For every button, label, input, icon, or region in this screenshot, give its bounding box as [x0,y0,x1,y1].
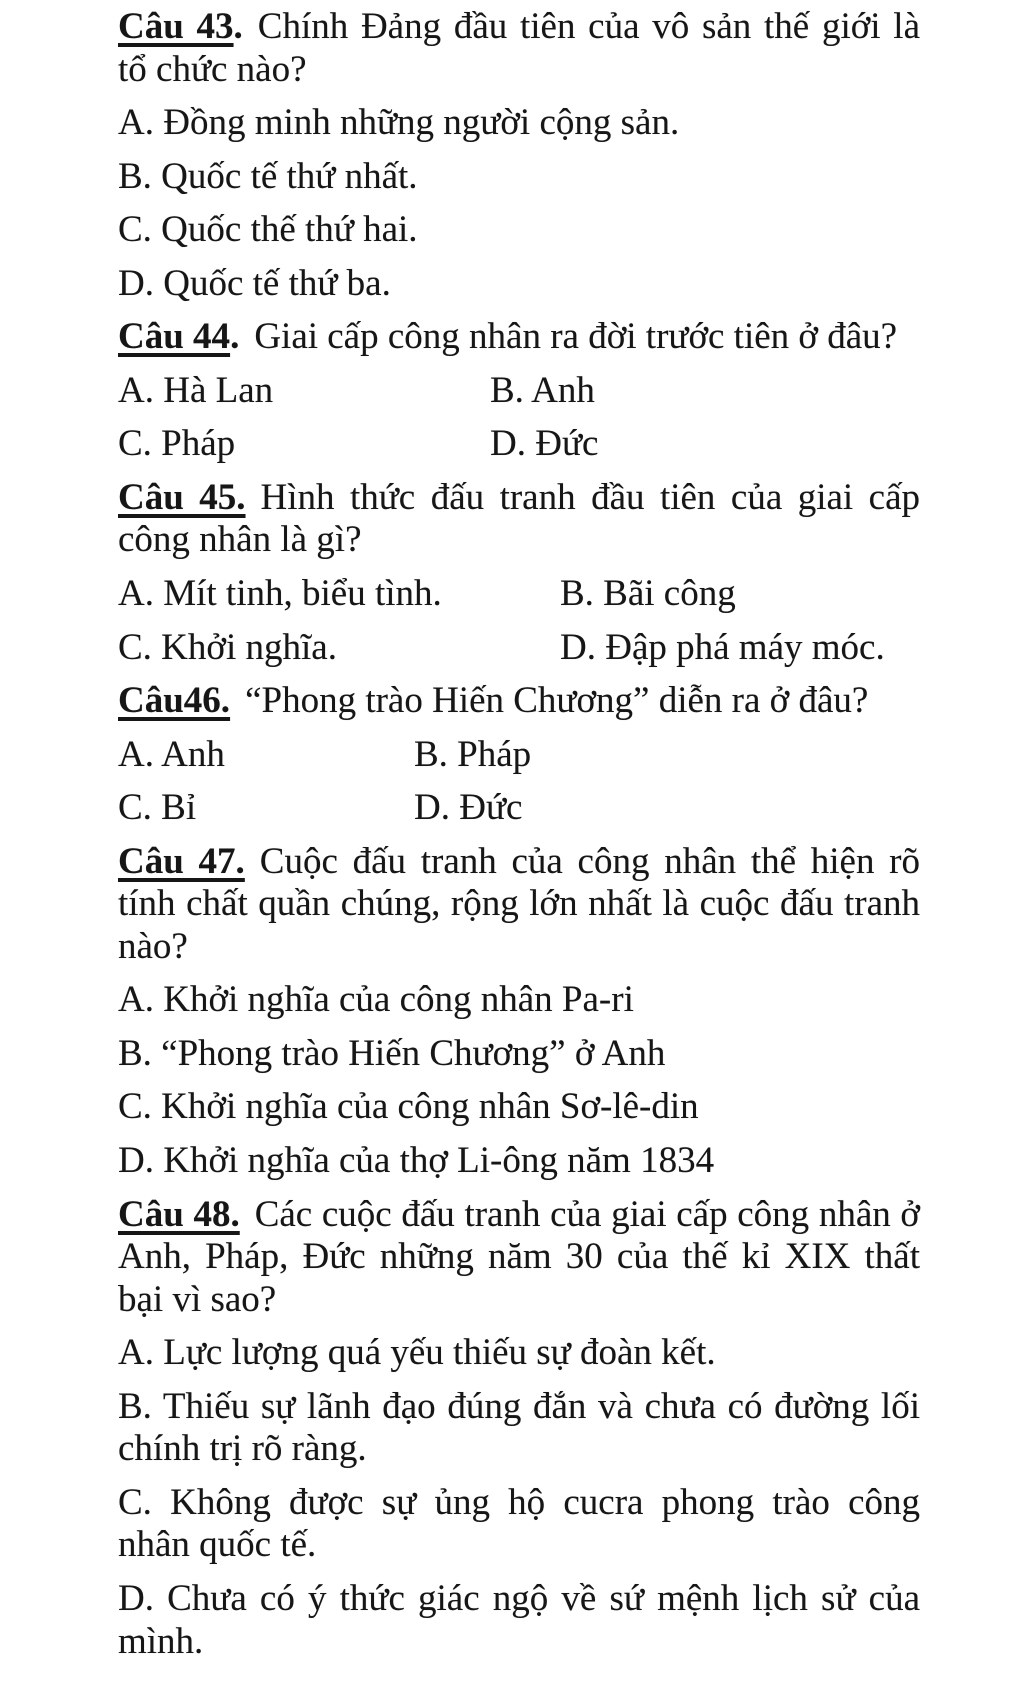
answer-option-row [118,627,920,670]
question-block-43 [118,6,920,305]
question-heading [118,477,920,562]
question-label-suffix: . [233,6,243,47]
answer-option: B. Pháp [414,733,532,775]
question-label: Câu 43 [118,6,234,47]
question-block-47 [118,841,920,1183]
answer-option: D. Đập phá máy móc. [560,626,885,668]
answer-option: B. Bãi công [560,573,736,615]
question-heading [118,316,920,359]
answer-option-row [118,787,920,830]
question-block-44 [118,316,920,466]
answer-option-row [118,573,920,616]
answer-option: C. Bỉ [118,787,197,829]
answer-option: A. Đồng minh những người cộng sản. [118,102,680,144]
answer-option-row [118,734,920,777]
answer-option: A. Anh [118,733,225,775]
answer-option: D. Khởi nghĩa của thợ Li-ông năm 1834 [118,1140,715,1182]
answer-option: B. Anh [490,369,595,411]
question-heading [118,680,920,723]
question-label: Câu 48. [118,1193,240,1235]
answer-option: D. Quốc tế thứ ba. [118,262,391,304]
question-text: Cuộc đấu tranh của công nhân thể hiện rõ tính chất quần chúng, rộng lớn nhất là cuộc đấu tranh nào? [118,840,920,967]
answer-option: C. Pháp [118,423,236,465]
answer-option: A. Hà Lan [118,369,274,411]
answer-option: A. Mít tinh, biểu tình. [118,573,442,615]
answer-option-row [118,370,920,413]
answer-option: C. Quốc thế thứ hai. [118,209,418,251]
question-text: Hình thức đấu tranh đầu tiên của giai cấp công nhân là gì? [118,476,920,561]
question-heading [118,6,920,91]
answer-option: A. Lực lượng quá yếu thiếu sự đoàn kết. [118,1332,716,1374]
question-label: Câu 44 [118,316,231,358]
answer-option: B. Thiếu sự lãnh đạo đúng đắn và chưa có đường lối chính trị rõ ràng. [118,1385,920,1470]
question-block-48 [118,1194,920,1663]
question-label: Câu 45. [118,476,246,518]
question-label: Câu46. [118,680,231,722]
answer-option: D. Chưa có ý thức giác ngộ về sứ mệnh lịch sử của mình. [118,1577,920,1662]
answer-option: D. Đức [490,423,599,465]
answer-option: B. Quốc tế thứ nhất. [118,155,418,197]
question-block-46 [118,680,920,830]
question-block-45 [118,477,920,669]
question-label: Câu 47. [118,840,245,882]
question-heading [118,841,920,969]
answer-option: C. Khởi nghĩa. [118,626,337,668]
answer-option: A. Khởi nghĩa của công nhân Pa-ri [118,979,634,1021]
answer-option: C. Không được sự ủng hộ cucra phong trào công nhân quốc tế. [118,1481,920,1566]
answer-option: B. “Phong trào Hiến Chương” ở Anh [118,1032,666,1074]
question-text: Giai cấp công nhân ra đời trước tiên ở đâu? [254,316,898,358]
answer-option: D. Đức [414,787,523,829]
question-text: “Phong trào Hiến Chương” diễn ra ở đâu? [245,680,869,722]
question-heading [118,1194,920,1322]
answer-option: C. Khởi nghĩa của công nhân Sơ-lê-din [118,1086,699,1128]
answer-option-row [118,423,920,466]
question-text: Các cuộc đấu tranh của giai cấp công nhân ở Anh, Pháp, Đức những năm 30 của thế kỉ XIX thất bại vì sao? [118,1193,920,1320]
question-label-suffix: . [230,316,240,358]
question-text: Chính Đảng đầu tiên của vô sản thế giới là tổ chức nào? [118,6,920,90]
